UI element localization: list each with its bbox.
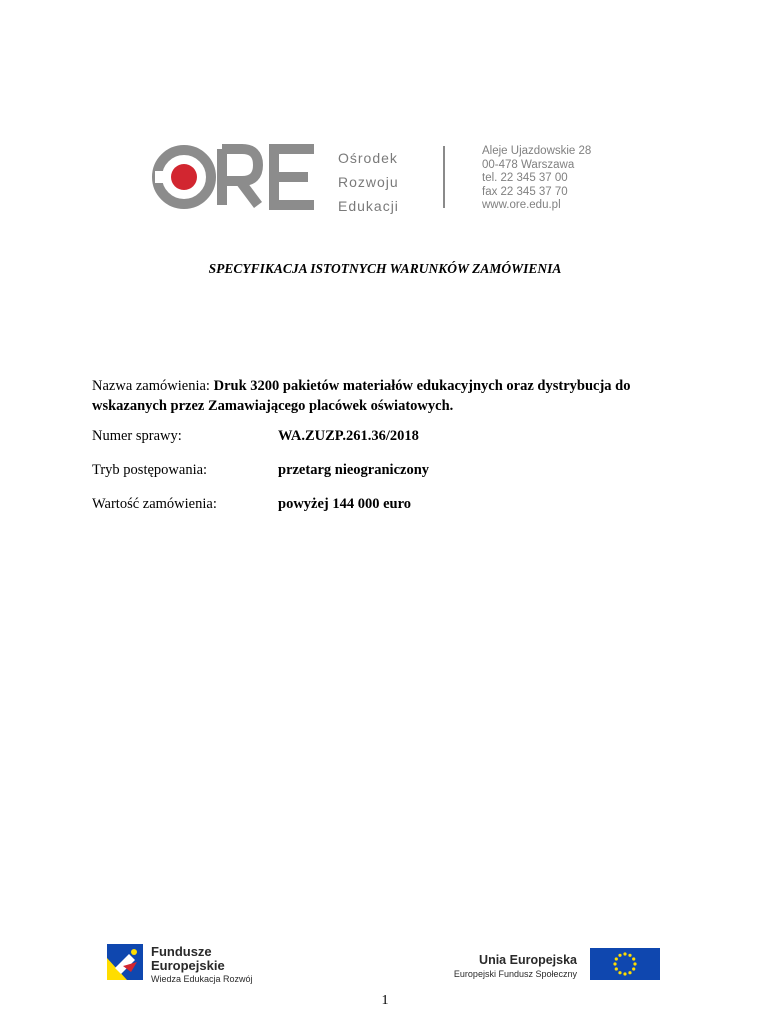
- unia-europejska-text: [454, 953, 577, 980]
- address-website: www.ore.edu.pl: [482, 199, 561, 211]
- org-name-line-3: Edukacji: [338, 198, 399, 214]
- org-name-line-2: Rozwoju: [338, 174, 399, 190]
- address-phone: tel. 22 345 37 00: [482, 172, 568, 184]
- ue-line-1: Unia Europejska: [479, 953, 577, 967]
- address-street: Aleje Ujazdowskie 28: [482, 145, 592, 157]
- fe-line-2: Europejskie: [151, 958, 225, 973]
- fe-line-3: Wiedza Edukacja Rozwój: [151, 974, 253, 984]
- fundusze-europejskie-logo-icon: [107, 944, 143, 980]
- org-address: [482, 145, 591, 213]
- org-name-line-1: Ośrodek: [338, 150, 398, 166]
- eu-flag-icon: [590, 948, 660, 980]
- order-name: [92, 376, 682, 416]
- ue-line-2: Europejski Fundusz Społeczny: [453, 969, 577, 979]
- field-label: Numer sprawy:: [92, 428, 182, 444]
- fundusze-europejskie-text: [151, 945, 253, 985]
- org-name: [338, 146, 399, 218]
- address-fax: fax 22 345 37 70: [482, 185, 568, 198]
- page-number: 1: [381, 993, 389, 1008]
- header-divider: [443, 146, 445, 208]
- field-label: Wartość zamówienia:: [92, 496, 217, 512]
- field-value: przetarg nieograniczony: [278, 462, 430, 478]
- address-city: 00-478 Warszawa: [482, 158, 575, 171]
- fe-line-1: Fundusze: [151, 944, 212, 959]
- order-name-value: Druk 3200 pakietów materiałów edukacyjnych oraz dystrybucja do wskazanych przez Zamawiającego placówek oświatowych.: [92, 378, 631, 414]
- field-value: powyżej 144 000 euro: [278, 496, 412, 512]
- field-label: Tryb postępowania:: [92, 462, 208, 478]
- order-name-label: Nazwa zamówienia:: [92, 378, 210, 394]
- document-title: SPECYFIKACJA ISTOTNYCH WARUNKÓW ZAMÓWIENIA: [208, 261, 562, 276]
- ore-logo: [150, 143, 320, 211]
- field-value: WA.ZUZP.261.36/2018: [278, 428, 419, 444]
